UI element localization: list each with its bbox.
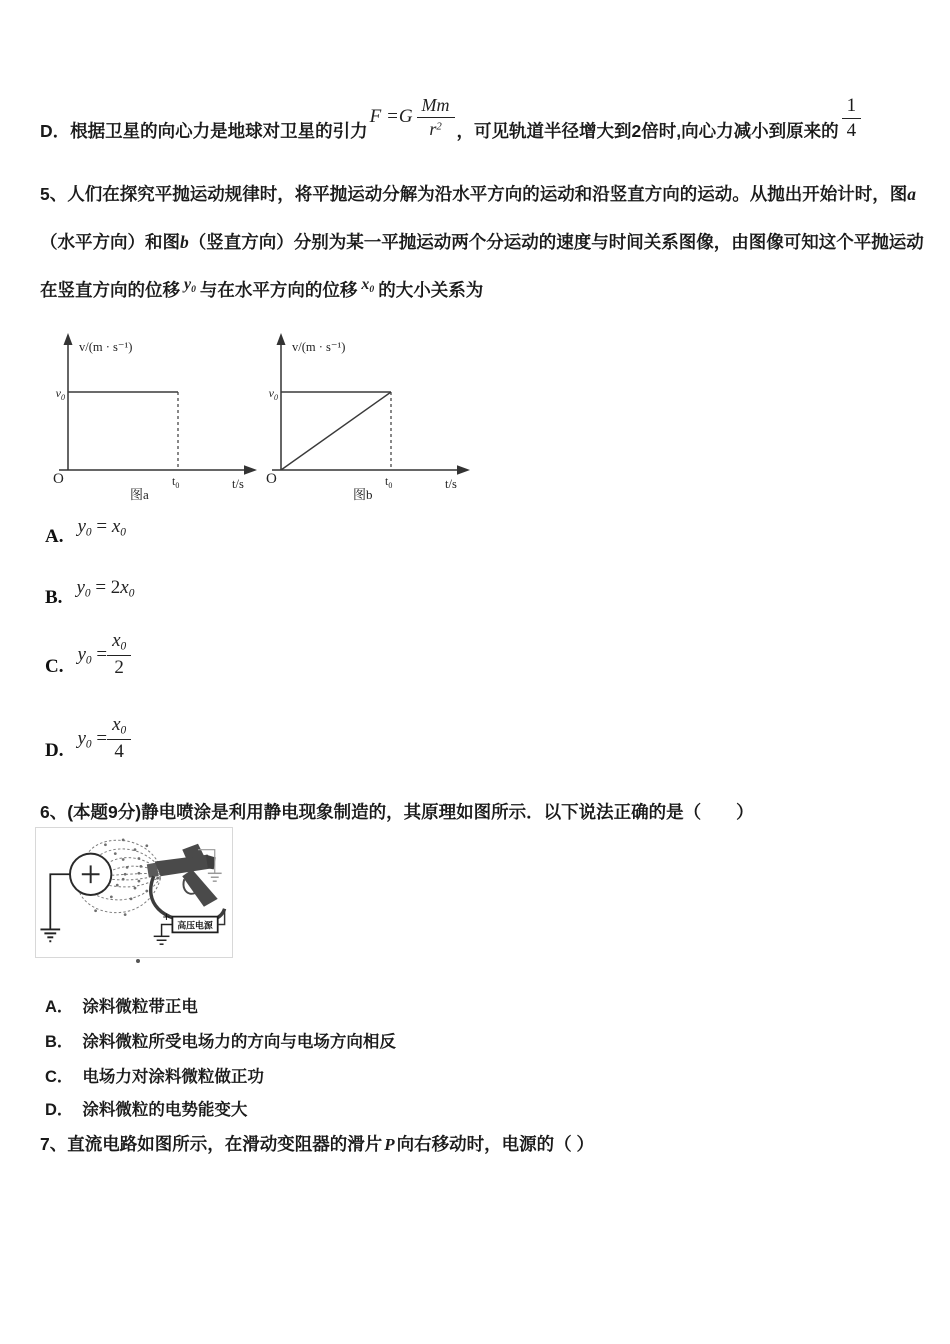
psu-ground-wire — [162, 925, 173, 937]
graph-a-origin: O — [53, 471, 64, 487]
ground-icon-left — [40, 929, 60, 941]
q5-option-d — [45, 714, 131, 762]
var-p: P — [384, 1135, 395, 1154]
q5-option-d-label: D. — [45, 740, 64, 761]
q5-option-b — [45, 577, 134, 609]
q5-option-b-label: B. — [45, 587, 63, 608]
spray-gun — [147, 844, 225, 922]
q4-option-d-text-before: D．根据卫星的向心力是地球对卫星的引力 — [40, 121, 368, 141]
q6-option-a-label: A． — [45, 998, 74, 1016]
q5-option-a-formula: $y_0 = x_0$ — [77, 516, 126, 539]
q4-option-d-text-after: ，可见轨道半径增大到2倍时,向心力减小到原来的 — [456, 121, 839, 141]
q6-option-a — [45, 993, 198, 1017]
q6-option-c — [45, 1063, 264, 1087]
q5-option-d-formula: $y_0$ = $\frac{x_0}{4}$ — [77, 714, 131, 762]
velocity-time-graph-b — [265, 330, 477, 502]
graph-b-caption: 图b — [353, 487, 373, 502]
q7-stem: 7、直流电路如图所示，在滑动变阻器的滑片 P 向右移动时，电源的（ ） — [40, 1134, 594, 1154]
var-b: b — [180, 232, 189, 252]
power-supply-label: 高压电源 — [177, 920, 213, 931]
graph-a-t0-label: $t_0$ — [172, 474, 180, 490]
q4-option-d — [40, 95, 930, 143]
q6-option-c-label: C． — [45, 1068, 74, 1086]
graph-a-v0-label: $v_0$ — [55, 386, 65, 402]
q5-stem: 5、人们在探究平抛运动规律时，将平抛运动分解为沿水平方向的运动和沿竖直方向的运动。从抛出开始计时，图a（水平方向）和图b（竖直方向）分别为某一平抛运动两个分运动的速度与时间关系图像，由图像可知这个平抛运动在竖直方向的位移 $y_0$ 与在水平方向的位移 $x_0$ 的大小关系为 — [40, 184, 924, 300]
var-y0: $y_0$ — [184, 276, 196, 295]
q6-stem: 6、(本题9分)静电喷涂是利用静电现象制造的，其原理如图所示．以下说法正确的是（ ） — [40, 802, 754, 822]
graph-b-x-arrow-icon — [457, 465, 470, 475]
graph-b-t0-label: $t_0$ — [385, 474, 393, 490]
graph-b-origin: O — [266, 471, 277, 487]
q5-option-b-formula: $y_0 = 2x_0$ — [76, 577, 135, 600]
q6-option-d — [45, 1096, 247, 1120]
q5-option-c-label: C. — [45, 656, 64, 677]
q4-option-d-label: D． — [40, 121, 71, 141]
q5-option-c — [45, 630, 131, 678]
graph-a-x-arrow-icon — [244, 465, 257, 475]
graph-b-diagonal-line — [281, 392, 391, 470]
graph-a-xlabel: t/s — [232, 477, 244, 491]
q6-option-d-label: D． — [45, 1101, 74, 1119]
var-a: a — [907, 184, 916, 204]
ground-icon-gun — [208, 873, 222, 881]
one-quarter-fraction: $\frac{1}{4}$ — [842, 95, 862, 142]
q5-option-a-label: A. — [45, 526, 64, 547]
q6-option-c-text: 电场力对涂料微粒做正功 — [82, 1068, 264, 1086]
var-x0: $x_0$ — [361, 276, 375, 295]
q6-option-d-text: 涂料微粒的电势能变大 — [82, 1101, 248, 1119]
electrostatic-spray-diagram — [35, 827, 233, 958]
q6-option-b-label: B． — [45, 1033, 74, 1051]
workpiece-ground-wire — [50, 874, 70, 929]
gravity-formula-fraction: $\frac{Mm}{r^2}$ — [417, 95, 455, 139]
q6-option-b — [45, 1028, 396, 1052]
graph-b-v0-label: $v_0$ — [268, 386, 278, 402]
velocity-time-graph-a — [52, 330, 264, 502]
graph-b-xlabel: t/s — [445, 477, 457, 491]
gravity-formula: F =G $\frac{Mm}{r^2}$ — [370, 95, 455, 139]
ground-icon-psu — [154, 936, 170, 944]
graph-a-y-arrow-icon — [64, 333, 73, 345]
power-supply-plus: + — [162, 909, 171, 925]
q5-option-a — [45, 516, 126, 548]
graph-b-y-arrow-icon — [277, 333, 286, 345]
q6-option-a-text: 涂料微粒带正电 — [82, 998, 198, 1016]
caption-dot — [136, 959, 140, 963]
graph-a-ylabel: v/(m · s⁻¹) — [79, 340, 133, 354]
q6-option-b-text: 涂料微粒所受电场力的方向与电场方向相反 — [82, 1033, 396, 1051]
graph-b-ylabel: v/(m · s⁻¹) — [292, 340, 346, 354]
q5-option-c-formula: $y_0$ = $\frac{x_0}{2}$ — [77, 630, 131, 678]
graph-a-caption: 图a — [130, 487, 149, 502]
